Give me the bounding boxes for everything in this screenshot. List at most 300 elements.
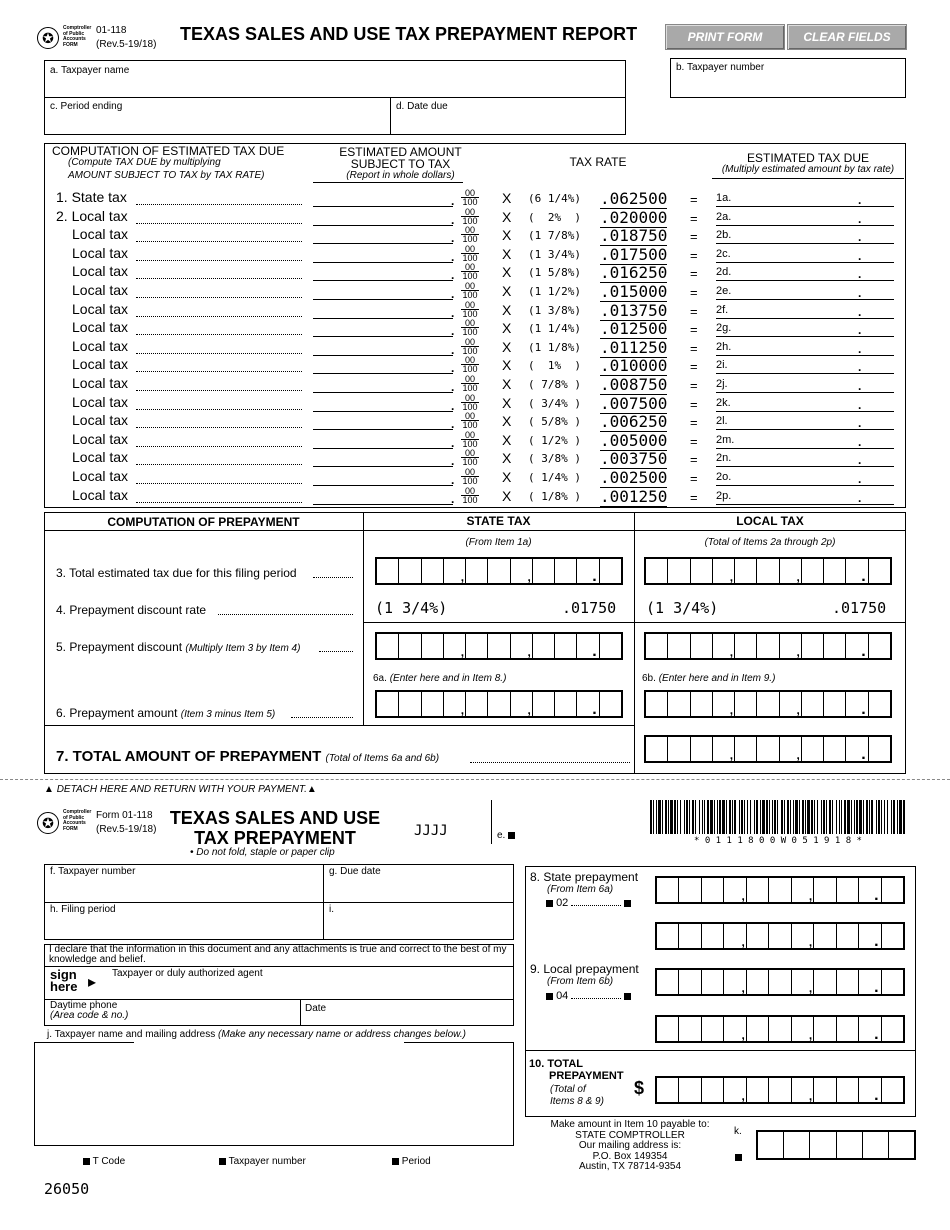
item3-label: 3. Total estimated tax due for this filing period [56,566,297,580]
barcode-bar [826,800,827,834]
barcode-bar [695,800,696,834]
col-due-header: ESTIMATED TAX DUE (Multiply estimated amount by tax rate) [721,151,895,175]
local-from-note: (Total of Items 2a through 2p) [704,537,836,548]
equals-sign: = [690,490,698,505]
row-label: Local tax [72,394,129,410]
barcode-bar [744,800,745,834]
decimal-point: . [858,323,862,337]
cents-fraction: $\frac{00}{100}$ [462,355,478,374]
row-item-label: 2f. [716,304,729,316]
row-item-label: 2d. [716,266,732,278]
tax-due-input[interactable] [716,230,894,244]
barcode-bar [903,800,905,834]
cents-fraction: $\frac{00}{100}$ [462,188,478,207]
form-code: 01-118 [96,25,127,36]
g-label: g. Due date [329,866,381,877]
row-label: 1. State tax [56,189,127,205]
item6b-label: 6b. (Enter here and in Item 9.) [642,673,776,684]
amount-input[interactable] [313,230,453,244]
row-label: Local tax [72,431,129,447]
coupon-seal-caption: Comptroller of Public Accounts FORM [63,809,92,832]
barcode-bar [677,800,678,834]
barcode-bar [799,800,800,834]
decimal-point: . [858,379,862,393]
barcode-bar [650,800,652,834]
barcode-bar [665,800,667,834]
item9-cells-2[interactable] [655,1015,905,1043]
row-item-label: 2i. [716,359,728,371]
item7-label: 7. TOTAL AMOUNT OF PREPAYMENT (Total of Items 6a and 6b) [56,748,440,765]
row-label: Local tax [72,468,129,484]
coupon-form-code: Form 01-118 [96,810,153,821]
times-sign: X [502,469,512,485]
barcode-bar [784,800,785,834]
barcode-bar [774,800,776,834]
row-label: Local tax [72,487,129,503]
mailing-address-input[interactable] [34,1042,514,1146]
state-item5-cells[interactable] [375,632,623,660]
dollar-sign: $ [634,1078,645,1098]
cents-fraction: $\frac{00}{100}$ [462,225,478,244]
tax-due-input[interactable] [716,305,894,319]
barcode-bar [668,800,669,834]
rate-decimal: .020000 [600,208,668,227]
item9-label: 9. Local prepayment [530,962,639,976]
decimal-point: . [858,249,862,263]
decimal-point: . [858,267,862,281]
item10-note: (Total of Items 8 & 9) [550,1084,604,1107]
equals-sign: = [690,359,698,374]
amount-input[interactable] [313,435,453,449]
equals-sign: = [690,266,698,281]
times-sign: X [502,357,512,373]
coupon-form-revision: (Rev.5-19/18) [96,824,157,835]
barcode-bar [832,800,833,834]
rate-decimal: .005000 [600,431,668,450]
cents-fraction: $\frac{00}{100}$ [462,281,478,300]
decimal-point: . [858,342,862,356]
row-label: Local tax [72,449,129,465]
amount-input[interactable] [313,453,453,467]
times-sign: X [502,376,512,392]
barcode-bar [726,800,727,834]
k-cells[interactable] [756,1130,916,1160]
decimal-point: . [451,343,455,357]
decimal-point: . [858,398,862,412]
form-revision: (Rev.5-19/18) [96,39,157,50]
equals-sign: = [690,378,698,393]
detach-instruction: ▲ DETACH HERE AND RETURN WITH YOUR PAYMENT.▲ [44,784,317,795]
local-item3-cells[interactable] [644,557,892,585]
tax-due-input[interactable] [716,491,894,505]
barcode-bar [704,800,705,834]
decimal-point: . [451,324,455,338]
item9-code: 04 [546,990,631,1002]
row-item-label: 2n. [716,452,732,464]
times-sign: X [502,413,512,429]
period-ending-input[interactable] [45,114,389,134]
tax-due-input[interactable] [716,267,894,281]
local-discount-pct: (1 3/4%) [646,599,719,617]
decimal-point: . [451,268,455,282]
row-label: Local tax [72,375,129,391]
item6-label: 6. Prepayment amount (Item 3 minus Item 5) [56,706,276,720]
rate-decimal: .001250 [600,487,668,506]
rate-decimal: .012500 [600,319,668,338]
barcode-bar [854,800,855,834]
phone-label: Daytime phone (Area code & no.) [50,1000,129,1021]
barcode-bar [772,800,773,834]
barcode-bar [856,800,858,834]
row-item-label: 1a. [716,192,732,204]
total-prepayment-cells[interactable] [644,735,892,763]
decimal-point: . [451,454,455,468]
computation-title: COMPUTATION OF ESTIMATED TAX DUE [52,144,285,158]
cents-fraction: $\frac{00}{100}$ [462,486,478,505]
row-label: Local tax [72,263,129,279]
signature-input[interactable] [110,980,512,998]
barcode-bar [710,800,713,834]
rate-percent: (1 1/2%) [528,285,581,298]
row-item-label: 2c. [716,248,731,260]
barcode-bar [881,800,882,834]
item4-label: 4. Prepayment discount rate [56,603,207,617]
agent-label: Taxpayer or duly authorized agent [112,968,263,979]
item10-cells[interactable] [655,1076,905,1104]
row-item-label: 2m. [716,434,735,446]
barcode-bar [897,800,898,834]
cents-fraction: $\frac{00}{100}$ [462,467,478,486]
item8-cells-1[interactable] [655,876,905,904]
row-label: Local tax [72,412,129,428]
h-input[interactable] [45,918,322,939]
row-item-label: 2a. [716,211,732,223]
i-input[interactable] [325,918,513,939]
cents-fraction: $\frac{00}{100}$ [462,393,478,412]
item9-from: (From Item 6b) [547,976,614,987]
period-ending-label: c. Period ending [50,101,123,112]
amount-input[interactable] [313,379,453,393]
decimal-point: . [451,380,455,394]
barcode-bar [653,800,654,834]
times-sign: X [502,227,512,243]
decimal-point: . [858,193,862,207]
tax-due-input[interactable] [716,360,894,374]
tax-due-input[interactable] [716,453,894,467]
rate-percent: ( 5/8% ) [528,415,581,428]
cents-fraction: $\frac{00}{100}$ [462,374,478,393]
rate-percent: (1 3/8%) [528,304,581,317]
f-label: f. Taxpayer number [50,866,136,877]
barcode-bar [781,800,783,834]
decimal-point: . [451,194,455,208]
decimal-point: . [451,213,455,227]
state-discount-pct: (1 3/4%) [375,599,448,617]
decimal-point: . [451,399,455,413]
rate-percent: ( 1/8% ) [528,490,581,503]
date-input[interactable] [338,1001,512,1024]
equals-sign: = [690,211,698,226]
amount-input[interactable] [313,305,453,319]
decimal-point: . [451,361,455,375]
decimal-point: . [858,286,862,300]
amount-input[interactable] [313,416,453,430]
f-input[interactable] [45,880,322,901]
barcode-bar [732,800,733,834]
row-item-label: 2p. [716,490,732,502]
row-item-label: 2j. [716,378,728,390]
barcode-bar [878,800,880,834]
row-label: Local tax [72,245,129,261]
local-discount-rate: .01750 [832,599,887,617]
times-sign: X [502,264,512,280]
rate-percent: ( 1/2% ) [528,434,581,447]
decimal-point: . [451,436,455,450]
times-sign: X [502,320,512,336]
row-item-label: 2b. [716,229,732,241]
row-label: Local tax [72,282,129,298]
barcode-bar [722,800,725,834]
declaration-text: I declare that the information in this document and any attachments is true and correct to the best of my knowledge and belief. [49,944,507,965]
taxpayer-name-input[interactable] [45,78,625,96]
barcode-bar [674,800,676,834]
decimal-point: . [858,305,862,319]
equals-sign: = [690,452,698,467]
amount-input[interactable] [313,286,453,300]
barcode-bar [702,800,703,834]
amount-input[interactable] [313,472,453,486]
row-item-label: 2o. [716,471,732,483]
barcode-bar [670,800,673,834]
decimal-point: . [858,416,862,430]
barcode-bar [793,800,794,834]
times-sign: X [502,190,512,206]
barcode-bar [859,800,862,834]
equals-sign: = [690,304,698,319]
decimal-point: . [451,231,455,245]
barcode-bar [686,800,688,834]
sign-arrow-icon: ▸ [88,974,97,991]
barcode-bar [729,800,731,834]
rate-percent: ( 2% ) [528,211,581,224]
barcode-bar [869,800,870,834]
print-form-button[interactable]: PRINT FORM [665,24,785,50]
tax-due-input[interactable] [716,342,894,356]
amount-input[interactable] [313,360,453,374]
col-amount-header: ESTIMATED AMOUNT SUBJECT TO TAX (Report in whole dollars) [339,145,462,181]
barcode-bar [847,800,850,834]
row-label: Local tax [72,356,129,372]
barcode-bar [811,800,813,834]
amount-input[interactable] [313,342,453,356]
decimal-point: . [858,453,862,467]
decimal-point: . [451,473,455,487]
tax-due-input[interactable] [716,249,894,263]
barcode-bar [887,800,888,834]
cents-fraction: $\frac{00}{100}$ [462,207,478,226]
barcode-bar [851,800,852,834]
barcode-bar [707,800,709,834]
date-due-input[interactable] [392,114,624,134]
rate-percent: (1 1/4%) [528,322,581,335]
barcode-bar [777,800,778,834]
barcode-bar [839,800,840,834]
amount-input[interactable] [313,491,453,505]
tax-due-input[interactable] [716,435,894,449]
item8-label: 8. State prepayment [530,870,639,884]
barcode-bar [680,800,681,834]
rate-percent: (1 1/8%) [528,341,581,354]
cents-fraction: $\frac{00}{100}$ [462,448,478,467]
sign-here: sign here [50,967,78,994]
amount-input[interactable] [313,249,453,263]
state-item6-cells[interactable] [375,690,623,718]
barcode [650,800,906,836]
decimal-point: . [451,250,455,264]
barcode-bar [836,800,837,834]
state-discount-rate: .01750 [562,599,617,617]
barcode-bar [802,800,804,834]
barcode-bar [876,800,877,834]
barcode-bar [829,800,831,834]
barcode-bar [821,800,822,834]
decimal-point: . [858,230,862,244]
taxpayer-number-marker: Taxpayer number [219,1156,306,1167]
row-item-label: 2g. [716,322,732,334]
barcode-bar [684,800,685,834]
coupon-codes: JJJJ [414,823,448,839]
amount-input[interactable] [313,193,453,207]
barcode-text: * 0 1 1 1 8 0 0 W 0 5 1 9 1 8 * [694,836,862,846]
row-item-label: 2l. [716,415,728,427]
form-title: TEXAS SALES AND USE TAX PREPAYMENT REPORT [180,24,638,44]
row-label: Local tax [72,338,129,354]
barcode-bar [714,800,715,834]
row-item-label: 2h. [716,341,732,353]
barcode-bar [769,800,770,834]
period-marker: Period [392,1156,431,1167]
row-item-label: 2k. [716,397,731,409]
barcode-bar [754,800,755,834]
barcode-bar [899,800,902,834]
local-tax-header: LOCAL TAX [736,514,804,528]
computation-subtitle-2: AMOUNT SUBJECT TO TAX by TAX RATE) [68,170,265,181]
cents-fraction: $\frac{00}{100}$ [462,411,478,430]
equals-sign: = [690,397,698,412]
rate-decimal: .008750 [600,375,668,394]
tax-due-input[interactable] [716,472,894,486]
date-due-label: d. Date due [396,101,448,112]
decimal-point: . [451,492,455,506]
times-sign: X [502,283,512,299]
barcode-bar [762,800,765,834]
decimal-point: . [858,360,862,374]
decimal-point: . [451,287,455,301]
tax-due-input[interactable] [716,212,894,226]
barcode-bar [814,800,815,834]
tax-due-input[interactable] [716,193,894,207]
row-label: 2. Local tax [56,208,128,224]
item10-label: 10. TOTAL PREPAYMENT [529,1058,624,1082]
local-item6-cells[interactable] [644,690,892,718]
times-sign: X [502,450,512,466]
state-item3-cells[interactable] [375,557,623,585]
barcode-bar [871,800,873,834]
g-input[interactable] [325,880,513,901]
rate-percent: ( 3/8% ) [528,452,581,465]
barcode-bar [689,800,690,834]
barcode-bar [884,800,885,834]
tax-due-input[interactable] [716,398,894,412]
cents-fraction: $\frac{00}{100}$ [462,430,478,449]
rate-decimal: .011250 [600,338,668,357]
barcode-bar [747,800,748,834]
barcode-bar [893,800,895,834]
tax-due-input[interactable] [716,416,894,430]
k-label: k. [734,1126,742,1137]
rate-percent: (1 5/8%) [528,266,581,279]
clear-fields-button[interactable]: CLEAR FIELDS [787,24,907,50]
rate-percent: (1 7/8%) [528,229,581,242]
barcode-bar [795,800,798,834]
times-sign: X [502,432,512,448]
barcode-bar [750,800,751,834]
payable-instructions: Make amount in Item 10 payable to: STATE COMPTROLLER Our mailing address is: P.O. Box 149354 Austin, TX 78714-9354 [550,1119,710,1172]
equals-sign: = [690,322,698,337]
col-rate-header: TAX RATE [569,155,627,169]
date-label: Date [305,1003,327,1014]
barcode-bar [844,800,846,834]
item9-cells-1[interactable] [655,968,905,996]
tax-due-input[interactable] [716,323,894,337]
amount-input[interactable] [313,212,453,226]
amount-input[interactable] [313,267,453,281]
barcode-bar [741,800,743,834]
amount-input[interactable] [313,398,453,412]
item5-label: 5. Prepayment discount (Multiply Item 3 by Item 4) [56,640,301,654]
rate-percent: (1 3/4%) [528,248,581,261]
state-tax-header: STATE TAX [466,514,531,528]
equals-sign: = [690,341,698,356]
row-item-label: 2e. [716,285,732,297]
h-label: h. Filing period [50,904,116,915]
decimal-point: . [451,417,455,431]
barcode-bar [692,800,694,834]
equals-sign: = [690,285,698,300]
barcode-bar [739,800,740,834]
tax-due-input[interactable] [716,286,894,300]
item8-cells-2[interactable] [655,922,905,950]
i-label: i. [329,904,334,915]
seal-caption: Comptroller of Public Accounts FORM [63,25,92,48]
computation-subtitle-1: (Compute TAX DUE by multiplying [68,157,221,168]
form-id: 26050 [44,1180,90,1198]
row-label: Local tax [72,226,129,242]
cents-fraction: $\frac{00}{100}$ [462,337,478,356]
times-sign: X [502,302,512,318]
barcode-bar [891,800,892,834]
coupon-note: • Do not fold, staple or paper clip [190,847,335,858]
local-item5-cells[interactable] [644,632,892,660]
amount-input[interactable] [313,323,453,337]
tax-due-input[interactable] [716,379,894,393]
decimal-point: . [858,212,862,226]
item6a-label: 6a. (Enter here and in Item 8.) [373,673,507,684]
rate-decimal: .015000 [600,282,668,301]
barcode-bar [817,800,818,834]
decimal-point: . [858,435,862,449]
state-from-note: (From Item 1a) [465,537,532,548]
